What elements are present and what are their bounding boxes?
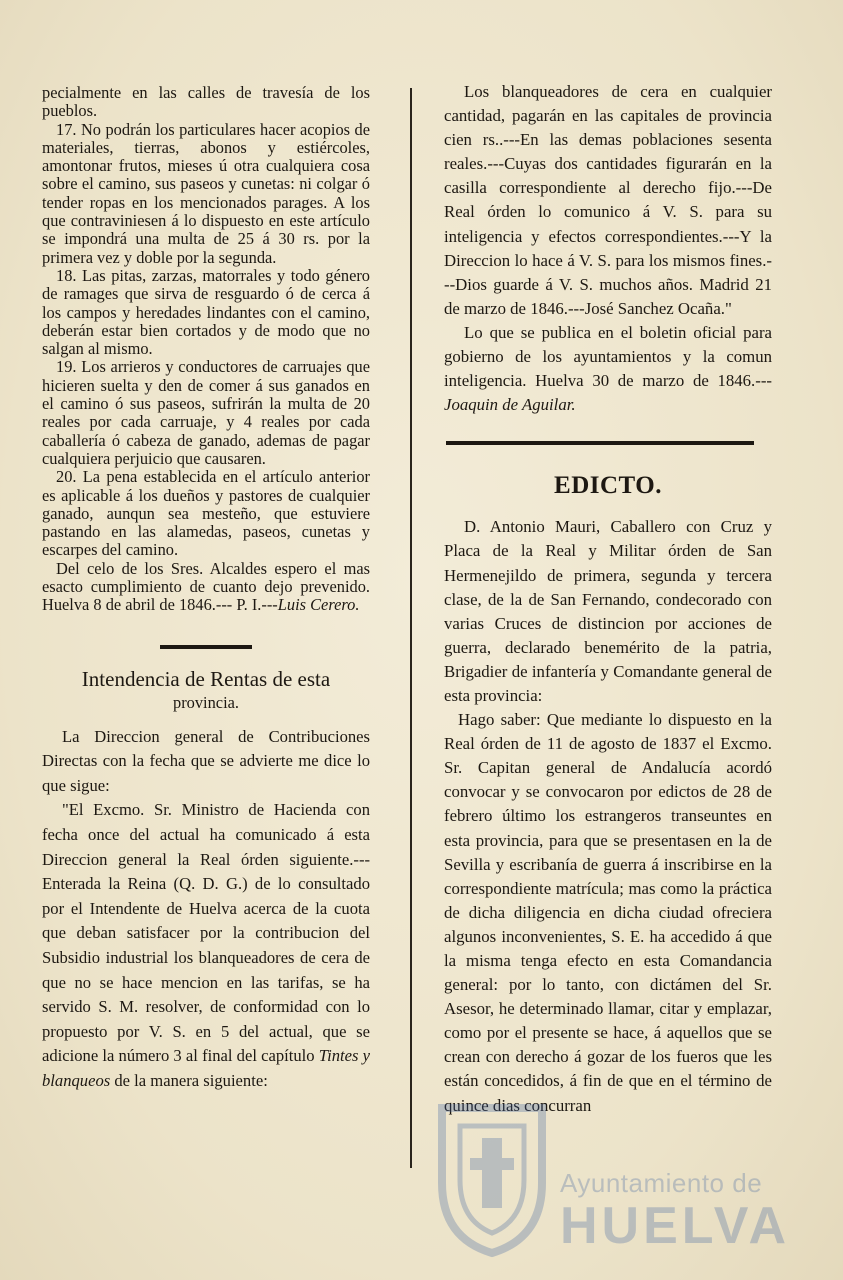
order-continuation: Los blanqueadores de cera en cualquier cantidad, pagarán en las capitales de provincia cien rs..---En las demas poblaciones sesenta reales.---Cuyas dos cantidades figurarán en la casilla correspondiente al derecho fijo.---De Real órden lo comunico á V. S. para su inteligencia y efectos correspondientes.---Y la Direccion lo hace á V. S. para los mismos fines.---Dios guarde á V. S. muchos años. Madrid 21 de marzo de 1846.---José Sanchez Ocaña." bbox=[444, 82, 772, 318]
left-column bbox=[42, 84, 370, 1094]
section-title: Intendencia de Rentas de esta bbox=[81, 666, 331, 691]
chapter-title: Tintes y blanqueos bbox=[42, 1046, 370, 1090]
column-divider bbox=[410, 88, 412, 1168]
article-18: 18. Las pitas, zarzas, matorrales y todo género de ramages que sirva de resguardo ó de cerca á los campos y heredades lindantes con el camino, deberán estar bien cortados y de modo que no salgan al mismo. bbox=[42, 265, 370, 359]
section-divider bbox=[160, 645, 252, 649]
edicto-heading: EDICTO. bbox=[554, 472, 662, 500]
article-17: 17. No podrán los particulares hacer acopios de materiales, tierras, abonos y estiércoles, amontonar frutos, mieses ú otra cualquiera cosa sobre el camino, sus paseos y cunetas: ni colgar ó tender ropas en los mencionados parages. A los que contraviniesen á lo dispuesto en este artículo se impondrá una multa de 25 á 30 rs. por la primera vez y doble por la segunda. bbox=[42, 119, 370, 267]
publication-text: Lo que se publica en el boletin oficial para gobierno de los ayuntamientos y la comun inteligencia. Huelva 30 de marzo de 1846.--- bbox=[444, 322, 772, 391]
right-column bbox=[444, 80, 772, 1118]
order-text: "El Excmo. Sr. Ministro de Hacienda con fecha once del actual ha comunicado á esta Direccion general la Real órden siguiente.---Enterada la Reina (Q. D. G.) de lo consultado por el Intendente de Huelva acerca de la cuota que deban satisfacer por la contribucion del Subsidio industrial los blanqueadores de cera de que no se hace mencion en las tarifas, se ha servido S. M. resolver, de conformidad con lo propuesto por V. S. en 5 del actual, que se adicione la número 3 al final del capítulo bbox=[42, 800, 370, 1066]
watermark-line2: HUELVA bbox=[560, 1197, 791, 1255]
paragraph-continuation: pecialmente en las calles de travesía de los pueblos. bbox=[42, 83, 370, 121]
intendencia-intro: La Direccion general de Contribuciones Directas con la fecha que se advierte me dice lo que sigue: bbox=[42, 726, 370, 795]
order-tail: de la manera siguiente: bbox=[114, 1070, 268, 1090]
publication-note bbox=[444, 321, 772, 417]
article-19: 19. Los arrieros y conductores de carruajes que hicieren suelta y den de comer á sus ganados en el camino ó sus paseos, sufrirán la multa de 20 reales por cada carruaje, y 4 reales por cada caballería ó cabeza de ganado, ademas de pagar cualquiera perjuicio que causaren. bbox=[42, 357, 370, 468]
article-20: 20. La pena establecida en el artículo anterior es aplicable á los dueños y pastores de cualquier ganado, aunqun sea mesteño, que estuviere pastando en las alamedas, paseos, cunetas y escarpes del camino. bbox=[42, 467, 370, 560]
signature-joaquin-aguilar: Joaquin de Aguilar. bbox=[444, 395, 576, 415]
section-divider-long bbox=[446, 441, 754, 445]
edicto-preamble: D. Antonio Mauri, Caballero con Cruz y Placa de la Real y Militar órden de San Hermenejildo de primera, segunda y tercera clase, de la de San Fernando, condecorado con varias Cruces de distincion por acciones de guerra, declarado benemérito de la patria, Brigadier de infantería y Comandante general de esta provincia: bbox=[444, 517, 772, 705]
closing-paragraph bbox=[42, 560, 370, 615]
edicto-body: Hago saber: Que mediante lo dispuesto en la Real órden de 11 de agosto de 1837 el Excmo. Sr. Capitan general de Andalucía acordó convocar y se convocaron por edictos de 28 de febrero último los estrangeros transeuntes en esta provincia, para que se presentasen en la de Sevilla y escribanía de guerra á inscribirse en la correspondiente matrícula; mas como la práctica de dicha diligencia en dicha ciudad ofreciera algunos inconvenientes, S. E. ha accedido á que la misma tenga efecto en esta Comandancia general: por lo tanto, con dictámen del Sr. Asesor, he determinado llamar, citar y emplazar, como por el presente se hace, á aquellos que se crean con derecho á gozar de los fueros que les están concedidos, á fin de que en el término de quince dias concurran bbox=[444, 710, 772, 1115]
signature-luis-cerero: Luis Cerero. bbox=[277, 595, 360, 615]
closing-text: Del celo de los Sres. Alcaldes espero el mas esacto cumplimiento de cuanto dejo prevenido. Huelva 8 de abril de 1846.--- P. I.--- bbox=[42, 558, 370, 615]
intendencia-body bbox=[42, 725, 370, 1094]
intendencia-order bbox=[42, 798, 370, 1093]
watermark-line1: Ayuntamiento de bbox=[560, 1168, 763, 1198]
section-subtitle: provincia. bbox=[173, 692, 239, 712]
